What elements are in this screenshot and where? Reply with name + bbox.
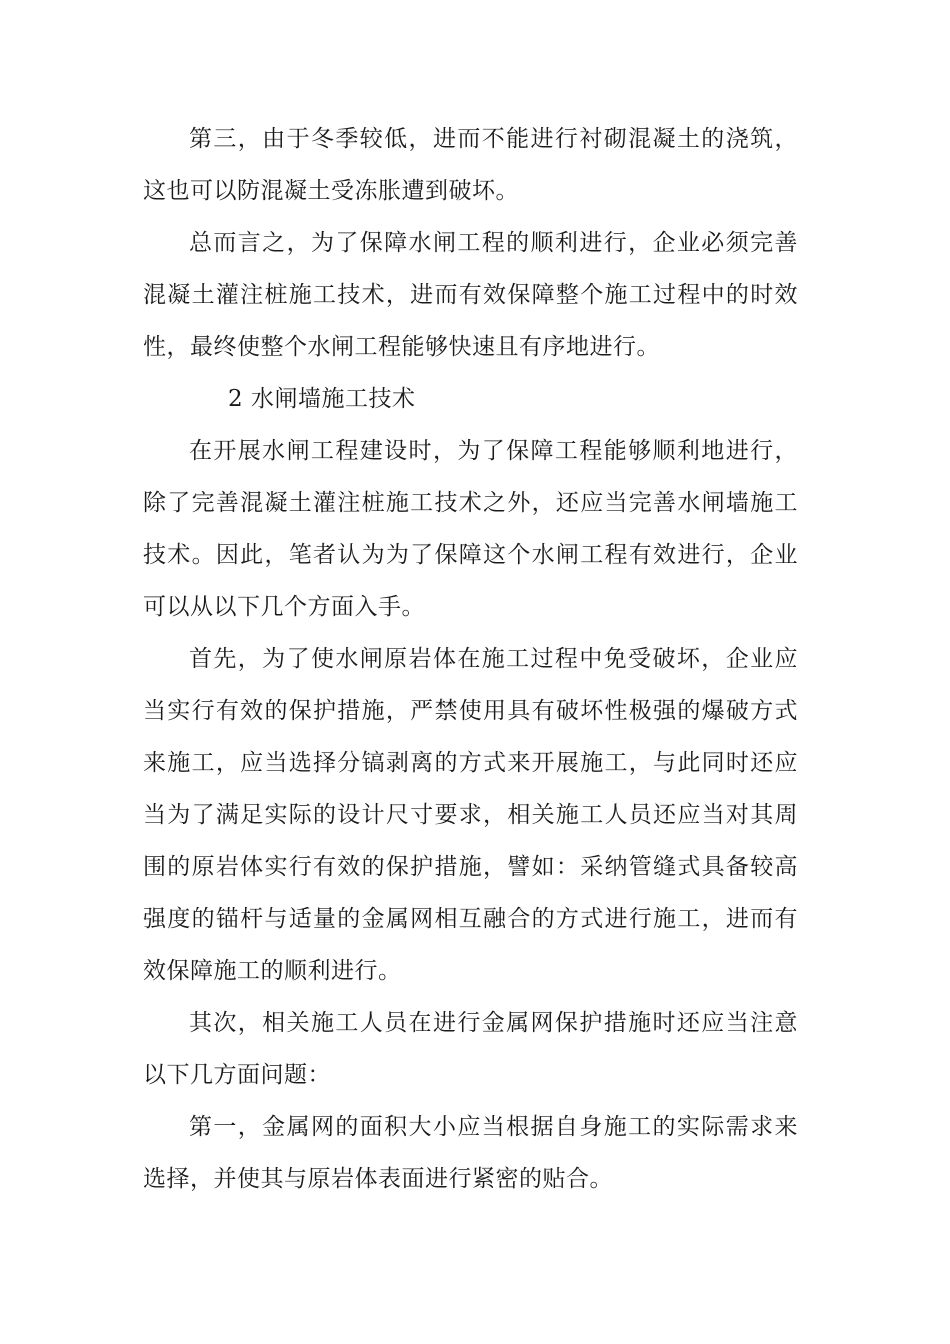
paragraph-summary: 总而言之，为了保障水闸工程的顺利进行，企业必须完善混凝土灌注桩施工技术，进而有效保障整个施工过程中的时效性，最终使整个水闸工程能够快速且有序地进行。: [143, 230, 798, 360]
section-heading: 2 水闸墙施工技术: [228, 386, 416, 412]
paragraph-second-measure: 其次，相关施工人员在进行金属网保护措施时还应当注意以下几方面问题：: [143, 1010, 798, 1088]
document-body: [143, 113, 798, 1205]
paragraph-first-measure: 首先，为了使水闸原岩体在施工过程中免受破坏，企业应当实行有效的保护措施，严禁使用具有破坏性极强的爆破方式来施工，应当选择分镐剥离的方式来开展施工，与此同时还应当为了满足实际的设计尺寸要求，相关施工人员还应当对其周围的原岩体实行有效的保护措施，譬如：采纳管缝式具备较高强度的锚杆与适量的金属网相互融合的方式进行施工，进而有效保障施工的顺利进行。: [143, 646, 798, 984]
paragraph-intro-wall: 在开展水闸工程建设时，为了保障工程能够顺利地进行，除了完善混凝土灌注桩施工技术之外，还应当完善水闸墙施工技术。因此，笔者认为为了保障这个水闸工程有效进行，企业可以从以下几个方面入手。: [143, 438, 798, 620]
paragraph-winter-casting: 第三，由于冬季较低，进而不能进行衬砌混凝土的浇筑，这也可以防混凝土受冻胀遭到破坏。: [143, 126, 798, 204]
paragraph-mesh-area: 第一，金属网的面积大小应当根据自身施工的实际需求来选择，并使其与原岩体表面进行紧密的贴合。: [143, 1114, 798, 1192]
